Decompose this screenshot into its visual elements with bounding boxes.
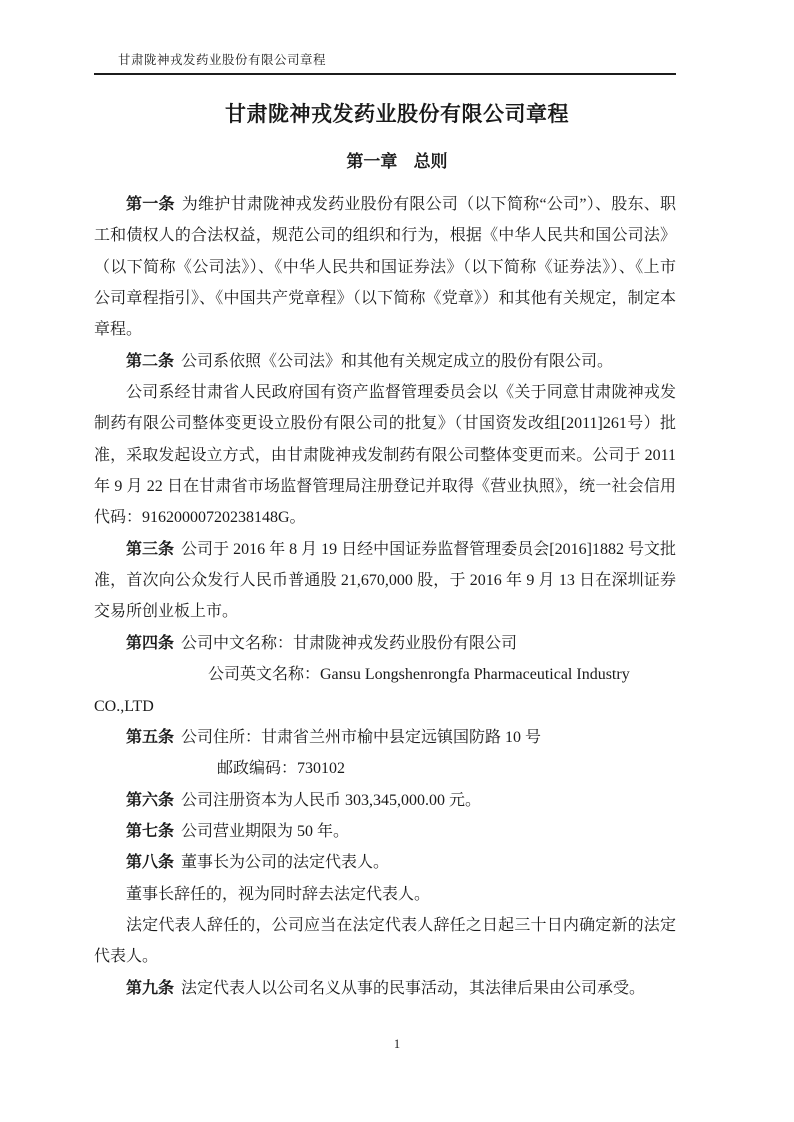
article-6-paragraph (94, 785, 676, 816)
article-5-label: 第五条 (126, 728, 175, 746)
article-4-paragraph (94, 628, 676, 659)
article-8-label: 第八条 (126, 854, 175, 872)
article-8-replacement-paragraph (94, 910, 676, 973)
article-9-paragraph (94, 973, 676, 1004)
article-4-english-name-wrap-line (94, 691, 676, 722)
article-7-paragraph (94, 816, 676, 847)
article-8-text: 董事长为公司的法定代表人。 (181, 854, 390, 872)
article-2-continuation-paragraph (94, 377, 676, 534)
article-4-label: 第四条 (126, 634, 175, 652)
article-6-text: 公司注册资本为人民币 303,345,000.00 元。 (181, 791, 482, 809)
chapter-title: 总则 (413, 152, 448, 171)
article-2-text: 公司系依照《公司法》和其他有关规定成立的股份有限公司。 (181, 352, 614, 370)
chapter-heading (0, 148, 794, 175)
article-3-text: 公司于 2016 年 8 月 19 日经中国证券监督管理委员会[2016]1882 号文批准，首次向公众发行人民币普通股 21,670,000 股，于 2016 年 9 月 13 日在深圳证券交易所创业板上市。 (94, 540, 676, 621)
article-1-text: 为维护甘肃陇神戎发药业股份有限公司（以下简称“公司”）、股东、职工和债权人的合法权益，规范公司的组织和行为，根据《中华人民共和国公司法》（以下简称《公司法》）、《中华人民共和国证券法》（以下简称《证券法》）、《上市公司章程指引》、《中国共产党章程》（以下简称《党章》）和其他有关规定，制定本章程。 (94, 196, 676, 339)
article-7-text: 公司营业期限为 50 年。 (181, 822, 350, 840)
article-2-label: 第二条 (126, 352, 175, 370)
page-footer (0, 1036, 794, 1053)
article-5-address-text: 公司住所：甘肃省兰州市榆中县定远镇国防路 10 号 (181, 728, 542, 746)
article-5-postal-code-line (94, 753, 676, 784)
article-4-chinese-name-text: 公司中文名称：甘肃陇神戎发药业股份有限公司 (181, 634, 518, 652)
article-1-paragraph (94, 189, 676, 346)
article-4-english-name-text: 公司英文名称：Gansu Longshenrongfa Pharmaceutical Industry (208, 666, 630, 684)
page-number: 1 (393, 1037, 401, 1051)
document-body (94, 189, 676, 1004)
article-3-label: 第三条 (126, 540, 175, 558)
article-8-resignation-paragraph (94, 879, 676, 910)
article-2-paragraph (94, 346, 676, 377)
article-2-continuation-text: 公司系经甘肃省人民政府国有资产监督管理委员会以《关于同意甘肃陇神戎发制药有限公司整体变更设立股份有限公司的批复》（甘国资发改组[2011]261号）批准，采取发起设立方式，由甘肃陇神戎发制药有限公司整体变更而来。公司于 2011 年 9 月 22 日在甘肃省市场监督管理局注册登记并取得《营业执照》，统一社会信用代码：91620000720238148G。 (94, 384, 676, 527)
article-4-english-name-line (94, 659, 676, 690)
article-4-english-name-wrap-text: CO.,LTD (94, 697, 154, 715)
document-title: 甘肃陇神戎发药业股份有限公司章程 (225, 102, 569, 126)
chapter-number: 第一章 (346, 152, 398, 171)
article-8-replacement-text: 法定代表人辞任的，公司应当在法定代表人辞任之日起三十日内确定新的法定代表人。 (94, 916, 676, 966)
article-8-resignation-text: 董事长辞任的，视为同时辞去法定代表人。 (126, 885, 431, 903)
page-header (94, 52, 676, 75)
article-6-label: 第六条 (126, 791, 175, 809)
article-3-paragraph (94, 534, 676, 628)
article-7-label: 第七条 (126, 822, 175, 840)
article-8-paragraph (94, 847, 676, 878)
article-5-postal-code-text: 邮政编码：730102 (217, 760, 346, 778)
article-9-text: 法定代表人以公司名义从事的民事活动，其法律后果由公司承受。 (181, 979, 646, 997)
running-header-title: 甘肃陇神戎发药业股份有限公司章程 (118, 53, 327, 67)
article-5-paragraph (94, 722, 676, 753)
article-9-label: 第九条 (126, 979, 175, 997)
article-1-label: 第一条 (126, 196, 175, 213)
